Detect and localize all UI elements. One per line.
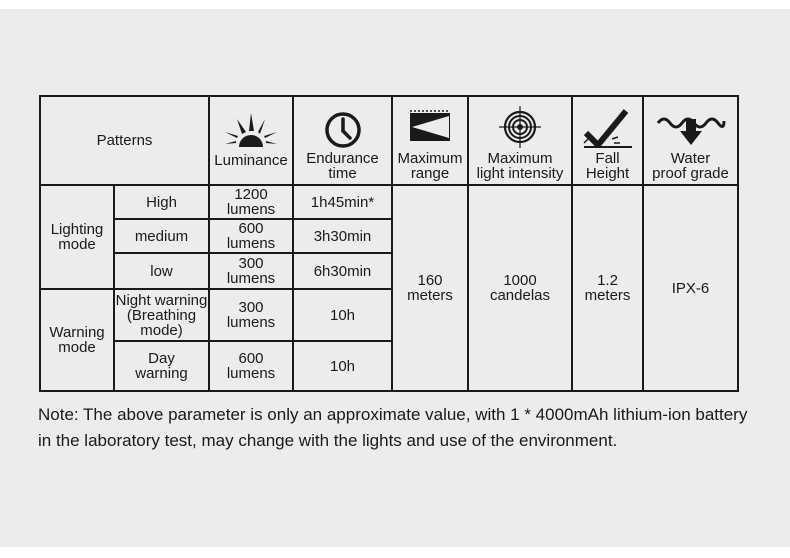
mode-label-1: Night warning (115, 291, 208, 309)
header-row (40, 96, 738, 185)
target-icon (498, 105, 542, 149)
fall-unit: meters (584, 287, 631, 304)
time-night: 10h (293, 289, 392, 341)
sun-rays-icon (223, 111, 279, 151)
range-label-2: range (410, 164, 450, 182)
table-row (40, 185, 738, 219)
header-intensity (468, 96, 572, 185)
intensity-label-1: Maximum (487, 149, 553, 167)
lumens-high (209, 185, 293, 219)
patterns-label: Patterns (96, 132, 153, 149)
lumens-medium (209, 219, 293, 253)
lumens-unit: lumens (226, 201, 276, 218)
mode-label-2: (Breathing mode) (126, 306, 197, 339)
header-water (643, 96, 738, 185)
beam-range-icon (409, 109, 451, 145)
fall-label-1: Fall (595, 149, 620, 167)
lighting-label-2: mode (58, 236, 96, 253)
lumens-value: 600 (238, 220, 264, 237)
lumens-unit: lumens (226, 235, 276, 252)
mode-low: low (114, 253, 209, 289)
header-patterns (40, 96, 209, 185)
lighting-mode-group (40, 185, 114, 289)
shared-range (392, 185, 468, 391)
header-endurance (293, 96, 392, 185)
spec-table (39, 95, 739, 392)
shared-intensity (468, 185, 572, 391)
lumens-low (209, 253, 293, 289)
header-range (392, 96, 468, 185)
lumens-unit: lumens (226, 314, 276, 331)
intensity-label-2: light intensity (476, 164, 564, 182)
lumens-value: 300 (238, 299, 264, 316)
lumens-unit: lumens (226, 270, 276, 287)
time-day: 10h (293, 341, 392, 391)
lighting-label-1: Lighting (50, 221, 104, 238)
shared-fall (572, 185, 643, 391)
shared-water: IPX-6 (643, 185, 738, 391)
water-wave-arrow-icon (656, 109, 726, 149)
mode-medium: medium (114, 219, 209, 253)
mode-label-2: warning (135, 365, 188, 382)
water-label-2: proof grade (652, 164, 729, 182)
header-luminance (209, 96, 293, 185)
lumens-unit: lumens (226, 365, 276, 382)
lumens-value: 300 (238, 255, 264, 272)
luminance-label: Luminance (214, 152, 288, 169)
mode-day-warning (114, 341, 209, 391)
fall-value: 1.2 (597, 272, 618, 289)
clock-icon (324, 111, 362, 149)
time-high: 1h45min* (293, 185, 392, 219)
lumens-day (209, 341, 293, 391)
lumens-value: 1200 (234, 186, 268, 203)
range-label-1: Maximum (397, 149, 463, 167)
mode-label-1: Day (148, 350, 175, 367)
intensity-unit: candelas (489, 287, 551, 304)
warning-label-2: mode (58, 339, 96, 356)
range-unit: meters (407, 287, 453, 304)
lumens-night (209, 289, 293, 341)
time-low: 6h30min (293, 253, 392, 289)
fall-check-icon (582, 107, 634, 149)
footnote: Note: The above parameter is only an approximate value, with 1 * 4000mAh lithium-ion battery in the laboratory test, may change with the lights and use of the environment. (38, 405, 748, 450)
mode-high: High (114, 185, 209, 219)
range-value: 160 (417, 272, 443, 289)
mode-night-warning (114, 289, 209, 341)
endurance-label-1: Endurance (306, 149, 379, 167)
fall-label-2: Height (585, 164, 630, 182)
endurance-label-2: time (328, 164, 357, 182)
warning-mode-group (40, 289, 114, 391)
time-medium: 3h30min (293, 219, 392, 253)
intensity-value: 1000 (503, 272, 537, 289)
warning-label-1: Warning (49, 324, 105, 341)
lumens-value: 600 (238, 350, 264, 367)
header-fall (572, 96, 643, 185)
water-label-1: Water (670, 149, 711, 167)
